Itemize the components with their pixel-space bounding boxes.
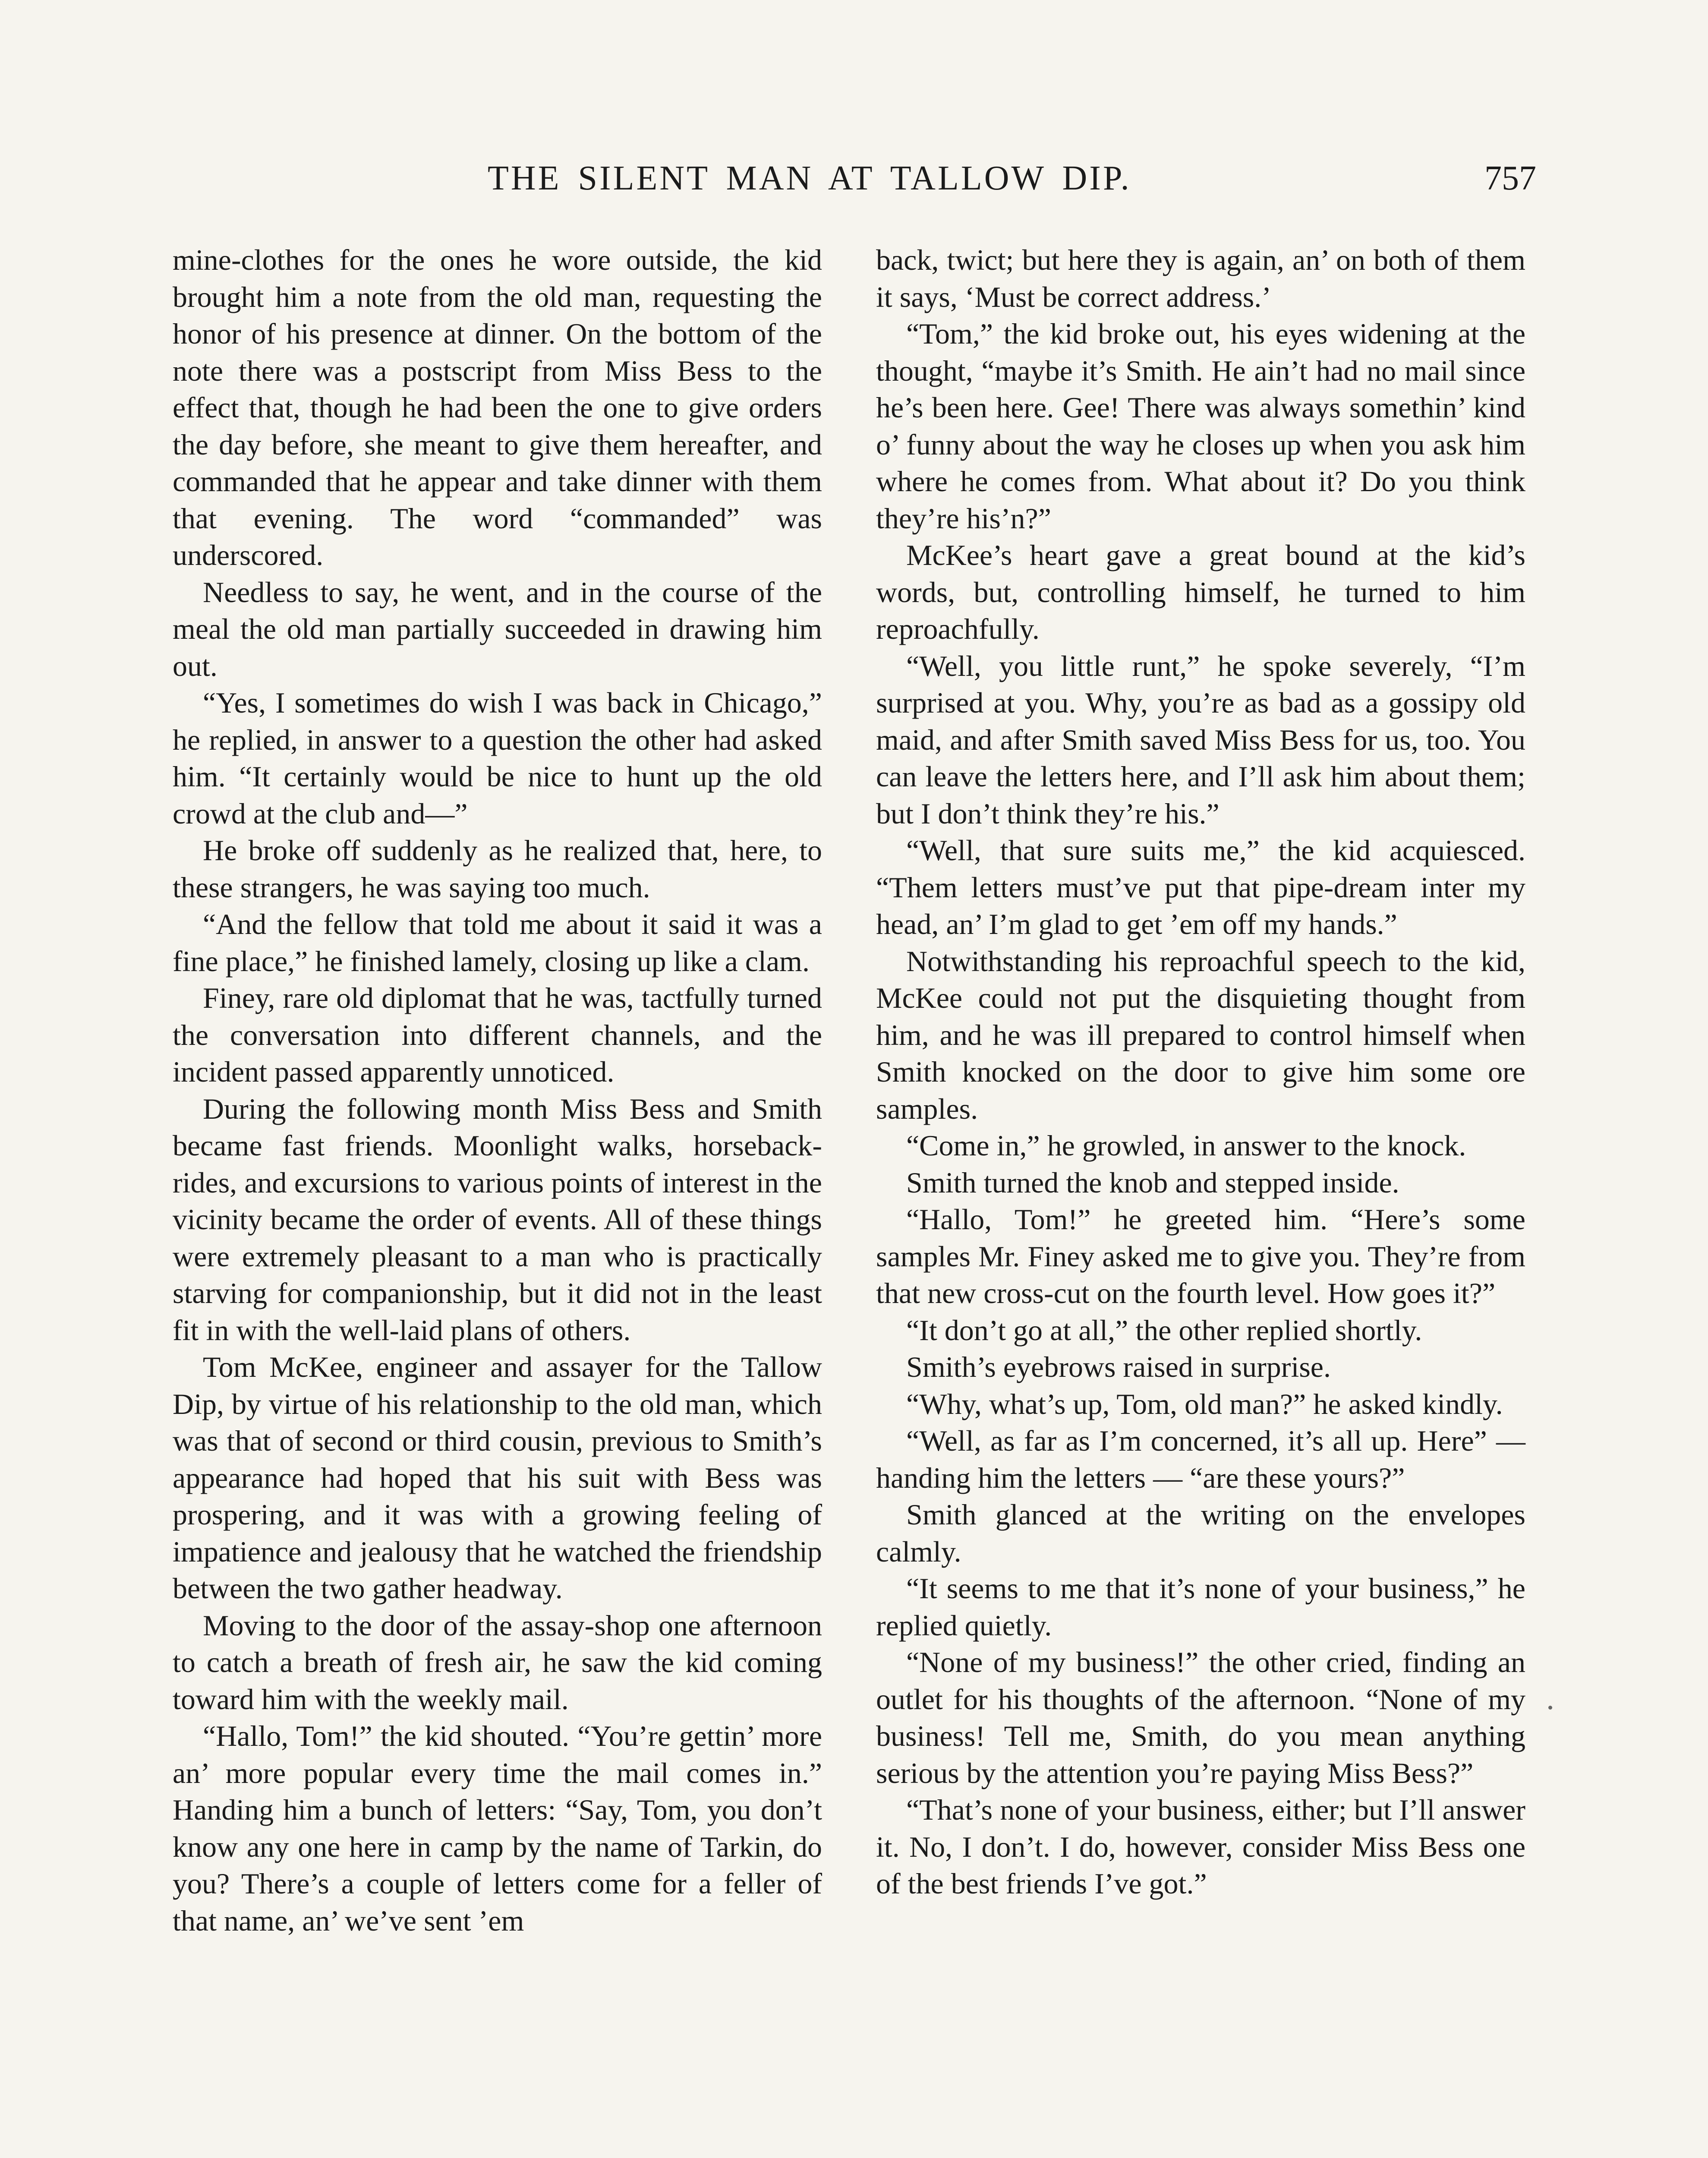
paragraph: “Tom,” the kid broke out, his eyes widening at the thought, “maybe it’s Smith. He ain’t had no mail since he’s been here. Gee! There was always somethin’ kind o’ funny about the way he closes up when you ask him where he comes from. What about it? Do you think they’re his’n?” [876,317,1525,535]
paragraph: “It don’t go at all,” the other replied shortly. [906,1313,1422,1347]
paragraph: “Come in,” he growled, in answer to the knock. [906,1129,1466,1162]
paragraph: Finey, rare old diplomat that he was, tactfully turned the conversation into different channels, and the incident passed apparently unnoticed. [173,981,822,1088]
paragraph: Smith turned the knob and stepped inside. [906,1166,1399,1199]
paragraph: McKee’s heart gave a great bound at the kid’s words, but, controlling himself, he turned to him reproachfully. [876,539,1525,645]
paragraph: Needless to say, he went, and in the course of the meal the old man partially succeeded in drawing him out. [173,575,822,682]
paragraph: He broke off suddenly as he realized that, here, to these strangers, he was saying too much. [173,834,822,904]
paragraph: “Hallo, Tom!” the kid shouted. “You’re gettin’ more an’ more popular every time the mail comes in.” Handing him a bunch of letters: “Say, Tom, you don’t know any one here in camp by the name of Tarkin, do you? There’s a couple of letters come for a feller of that name, an’ we’ve sent ’em [173,1719,822,1937]
page-number: 757 [1484,159,1536,197]
paragraph: Tom McKee, engineer and assayer for the Tallow Dip, by virtue of his relationship to the old man, which was that of second or third cousin, previous to Smith’s appearance had hoped that his suit with Bess was prospering, and it was with a growing feeling of impatience and jealousy that he watched the friendship between the two gather headway. [173,1350,822,1605]
paragraph: Moving to the door of the assay-shop one afternoon to catch a breath of fresh air, he saw the kid coming toward him with the weekly mail. [173,1609,822,1716]
paragraph: Notwithstanding his reproachful speech to the kid, McKee could not put the disquieting thought from him, and he was ill prepared to control himself when Smith knocked on the door to give him some ore samples. [876,944,1525,1125]
paragraph: Smith glanced at the writing on the envelopes calmly. [876,1498,1525,1568]
paragraph: back, twict; but here they is again, an’ on both of them it says, ‘Must be correct address.’ [876,243,1525,313]
paragraph: “That’s none of your business, either; but I’ll answer it. No, I don’t. I do, however, consider Miss Bess one of the best friends I’ve got.” [876,1793,1525,1900]
paragraph: “Well, that sure suits me,” the kid acquiesced. “Them letters must’ve put that pipe-dream inter my head, an’ I’m glad to get ’em off my hands.” [876,834,1525,940]
paragraph: Smith’s eyebrows raised in surprise. [906,1350,1331,1383]
running-header [173,159,1536,211]
print-speck [1548,1706,1552,1710]
paragraph: During the following month Miss Bess and Smith became fast friends. Moonlight walks, horseback-rides, and excursions to various points of interest in the vicinity became the order of events. All of these things were extremely pleasant to a man who is practically starving for companionship, but it did not in the least fit in with the well-laid plans of others. [173,1092,822,1347]
paragraph: mine-clothes for the ones he wore outside, the kid brought him a note from the old man, requesting the honor of his presence at dinner. On the bottom of the note there was a postscript from Miss Bess to the effect that, though he had been the one to give orders the day before, she meant to give them hereafter, and commanded that he appear and take dinner with them that evening. The word “commanded” was underscored. [173,243,822,571]
paragraph: “Yes, I sometimes do wish I was back in Chicago,” he replied, in answer to a question the other had asked him. “It certainly would be nice to hunt up the old crowd at the club and—” [173,686,822,830]
right-column [876,242,1525,1902]
running-title: THE SILENT MAN AT TALLOW DIP. [488,159,1131,197]
paragraph: “Why, what’s up, Tom, old man?” he asked kindly. [906,1387,1503,1420]
paragraph: “Well, as far as I’m concerned, it’s all up. Here” — handing him the letters — “are these yours?” [876,1424,1525,1494]
paragraph: “None of my business!” the other cried, finding an outlet for his thoughts of the afternoon. “None of my business! Tell me, Smith, do you mean anything serious by the attention you’re paying Miss Bess?” [876,1646,1525,1789]
paragraph: “And the fellow that told me about it said it was a fine place,” he finished lamely, closing up like a clam. [173,908,822,978]
left-column [173,242,822,1939]
paragraph: “Hallo, Tom!” he greeted him. “Here’s some samples Mr. Finey asked me to give you. They’re from that new cross-cut on the fourth level. How goes it?” [876,1203,1525,1309]
paragraph: “Well, you little runt,” he spoke severely, “I’m surprised at you. Why, you’re as bad as a gossipy old maid, and after Smith saved Miss Bess for us, too. You can leave the letters here, and I’ll ask him about them; but I don’t think they’re his.” [876,649,1525,830]
paragraph: “It seems to me that it’s none of your business,” he replied quietly. [876,1572,1525,1642]
